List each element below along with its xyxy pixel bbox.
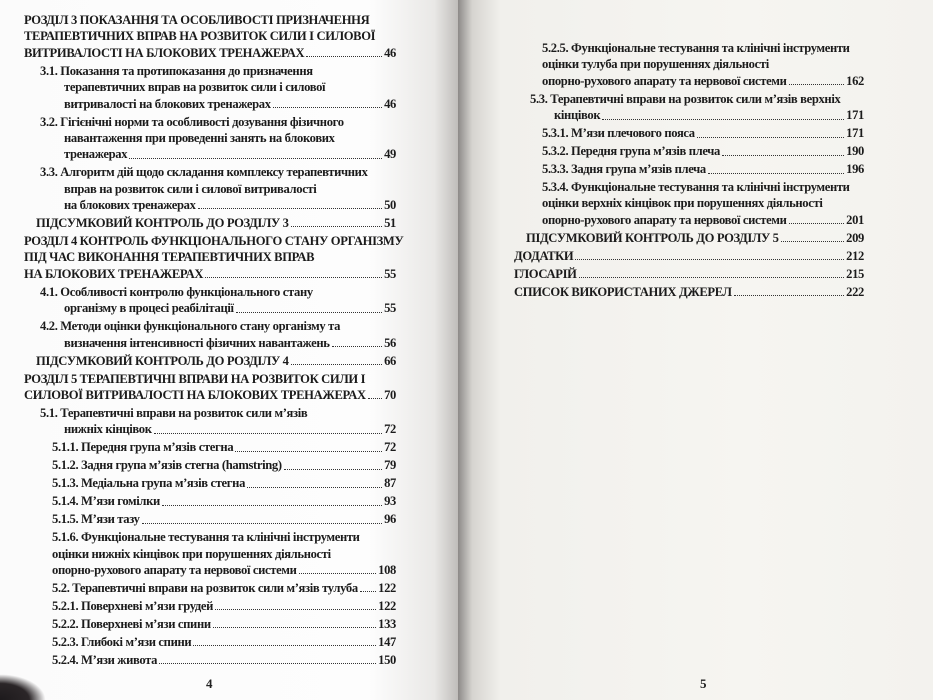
toc-page-number: 190 [846, 144, 864, 159]
dot-leader [291, 353, 382, 365]
toc-entry-line [24, 562, 396, 578]
toc-entry-line [24, 233, 404, 249]
toc-entry [514, 248, 864, 264]
toc-entry-title: 5.3. Терапевтичні вправи на розвиток сили м’язів верхніх [530, 91, 841, 106]
toc-page-number: 46 [384, 45, 396, 60]
toc-entry-title: витривалості на блокових тренажерах [64, 96, 271, 111]
toc-entry-title: 5.1. Терапевтичні вправи на розвиток сили м’язів [40, 405, 308, 420]
toc-entry-title: НА БЛОКОВИХ ТРЕНАЖЕРАХ [24, 266, 204, 281]
toc-entry-title: 5.3.3. Задня група м’язів плеча [542, 162, 706, 177]
toc-entry-line [514, 284, 864, 300]
toc-entry-line [24, 215, 396, 231]
toc-entry-line [24, 146, 396, 162]
toc-entry-line [514, 91, 864, 107]
toc-entry-title: ГЛОСАРІЙ [514, 266, 577, 281]
dot-leader [284, 457, 382, 469]
toc-entry [24, 114, 396, 163]
toc-entry-line [24, 405, 396, 421]
background-corner [0, 674, 46, 700]
toc-entry-line [24, 79, 396, 95]
toc-entry [514, 161, 864, 177]
toc-entry-title: оцінки нижніх кінцівок при порушеннях діяльності [52, 546, 331, 561]
toc-entry-line [24, 249, 396, 265]
toc-page-number: 122 [378, 598, 396, 613]
toc-entry [24, 318, 396, 351]
dot-leader [162, 493, 382, 505]
dot-leader [722, 143, 844, 155]
toc-entry-title: 5.3.1. М’язи плечового пояса [542, 126, 695, 141]
toc-entry-line [24, 318, 396, 334]
toc-entry-title: 5.1.6. Функціональне тестування та клінічні інструменти [52, 530, 360, 545]
toc-entry-line [24, 114, 396, 130]
toc-entry-line [24, 546, 396, 562]
toc-entry [24, 511, 396, 527]
toc-entry-line [24, 439, 396, 455]
toc-entry-title: 3.2. Гігієнічні норми та особливості дозування фізичного [40, 114, 344, 129]
toc-entry-line [24, 529, 396, 545]
toc-entry-line [24, 181, 396, 197]
toc-entry-line [514, 179, 864, 195]
toc-entry-line [514, 248, 864, 264]
toc-entry-title: оцінки тулуба при порушеннях діяльності [542, 57, 769, 72]
dot-leader [789, 73, 845, 85]
toc-entry-title: ВИТРИВАЛОСТІ НА БЛОКОВИХ ТРЕНАЖЕРАХ [24, 45, 305, 60]
dot-leader [360, 580, 376, 592]
toc-page-number: 147 [378, 634, 396, 649]
toc-entry-line [514, 266, 864, 282]
toc-entry-line [514, 143, 864, 159]
dot-leader [142, 511, 382, 523]
toc-entry-line [514, 195, 864, 211]
toc-entry-title: СПИСОК ВИКОРИСТАНИХ ДЖЕРЕЛ [514, 284, 732, 299]
toc-entry-title: навантаження при проведенні занять на блокових [64, 130, 335, 145]
toc-entry-line [24, 652, 396, 668]
toc-entry-title: РОЗДІЛ 3 ПОКАЗАННЯ ТА ОСОБЛИВОСТІ ПРИЗНАЧЕННЯ [24, 13, 370, 27]
toc-entry [514, 284, 864, 300]
toc-entry [24, 12, 396, 61]
toc-entry-title: опорно-рухового апарату та нервової системи [52, 563, 297, 577]
toc-entry-line [514, 230, 864, 246]
toc-entry-title: 5.1.1. Передня група м’язів стегна [52, 440, 234, 455]
toc-entry-title: 5.2.3. Глибокі м’язи спини [52, 634, 192, 649]
right-page [458, 0, 933, 700]
toc-page-number: 150 [378, 652, 396, 667]
table-of-contents-left [24, 12, 404, 670]
toc-page-number: 215 [846, 266, 864, 281]
toc-entry-line [514, 125, 864, 141]
toc-page-number: 51 [384, 216, 396, 231]
toc-entry-line [24, 284, 396, 300]
toc-entry-title: нижніх кінцівок [64, 422, 152, 437]
toc-entry [24, 475, 396, 491]
toc-page-number: 96 [384, 512, 396, 527]
toc-entry [514, 40, 864, 89]
toc-entry-title: 3.1. Показання та протипоказання до призначення [40, 63, 313, 78]
toc-entry-line [24, 475, 396, 491]
dot-leader [291, 215, 382, 227]
toc-entry-title: вправ на розвиток сили і силової витривалості [64, 181, 317, 196]
toc-entry [24, 493, 396, 509]
dot-leader [734, 284, 844, 296]
toc-entry [514, 230, 864, 246]
toc-entry-title: опорно-рухового апарату та нервової системи [542, 212, 787, 227]
toc-entry-line [24, 493, 396, 509]
toc-page-number: 55 [384, 301, 396, 316]
toc-page-number: 55 [384, 266, 396, 281]
toc-entry-line [24, 96, 396, 112]
dot-leader [708, 161, 844, 173]
toc-page-number: 46 [384, 96, 396, 111]
toc-entry-line [514, 73, 864, 89]
toc-page-number: 212 [846, 248, 864, 263]
toc-page-number: 66 [384, 353, 396, 368]
toc-page-number: 162 [846, 73, 864, 88]
dot-leader [154, 421, 382, 433]
toc-entry [24, 616, 396, 632]
toc-entry-title: ДОДАТКИ [514, 248, 574, 263]
dot-leader [575, 248, 844, 260]
toc-entry-line [514, 56, 864, 72]
toc-entry-title: опорно-рухового апарату та нервової системи [542, 73, 787, 88]
toc-entry-title: 5.2.1. Поверхневі м’язи грудей [52, 598, 214, 613]
dot-leader [205, 266, 382, 278]
toc-entry-title: 5.2.2. Поверхневі м’язи спини [52, 616, 211, 631]
toc-entry-title: РОЗДІЛ 5 ТЕРАПЕВТИЧНІ ВПРАВИ НА РОЗВИТОК СИЛИ І [24, 371, 366, 386]
toc-entry [24, 371, 396, 404]
toc-entry [514, 266, 864, 282]
toc-entry [24, 529, 396, 578]
toc-entry-title: терапевтичних вправ на розвиток сили і силової [64, 80, 326, 95]
toc-entry-line [514, 40, 864, 56]
toc-page-number: 201 [846, 212, 864, 227]
toc-entry [514, 91, 864, 124]
toc-entry-line [24, 421, 396, 437]
toc-entry-line [24, 511, 396, 527]
toc-entry [24, 284, 396, 317]
toc-page-number: 222 [846, 284, 864, 299]
toc-entry [24, 233, 404, 282]
dot-leader [306, 45, 382, 57]
toc-entry-title: СИЛОВОЇ ВИТРИВАЛОСТІ НА БЛОКОВИХ ТРЕНАЖЕРАХ [24, 387, 366, 402]
toc-entry-line [24, 164, 396, 180]
toc-entry [514, 143, 864, 159]
dot-leader [368, 387, 382, 399]
toc-page-number: 87 [384, 476, 396, 491]
dot-leader [273, 96, 382, 108]
toc-entry [24, 652, 396, 668]
toc-entry [24, 634, 396, 650]
toc-entry-title: ТЕРАПЕВТИЧНИХ ВПРАВ НА РОЗВИТОК СИЛИ І СИЛОВОЇ [24, 29, 376, 44]
toc-entry [24, 215, 396, 231]
toc-entry [24, 164, 396, 213]
toc-page-number: 49 [384, 147, 396, 162]
toc-entry-line [24, 197, 396, 213]
toc-entry-line [24, 457, 396, 473]
toc-entry-line [24, 300, 396, 316]
toc-entry [24, 598, 396, 614]
toc-entry-title: 5.1.3. Медіальна група м’язів стегна [52, 476, 246, 491]
toc-entry-title: 5.3.2. Передня група м’язів плеча [542, 144, 720, 159]
toc-page-number: 50 [384, 198, 396, 213]
toc-entry-title: 5.1.2. Задня група м’язів стегна (hamstring) [52, 458, 282, 473]
toc-entry-line [24, 353, 396, 369]
toc-entry-line [24, 371, 396, 387]
toc-entry-title: на блокових тренажерах [64, 198, 196, 213]
toc-entry-line [24, 266, 396, 282]
toc-entry [24, 439, 396, 455]
toc-page-number: 72 [384, 440, 396, 455]
dot-leader [213, 616, 376, 628]
dot-leader [781, 230, 845, 242]
toc-entry-title: ПІДСУМКОВИЙ КОНТРОЛЬ ДО РОЗДІЛУ 5 [526, 230, 779, 245]
toc-entry-title: 4.1. Особливості контролю функціонального стану [40, 284, 313, 299]
toc-entry-line [24, 634, 396, 650]
toc-entry-title: ПІД ЧАС ВИКОНАННЯ ТЕРАПЕВТИЧНИХ ВПРАВ [24, 250, 315, 265]
toc-entry-line [24, 63, 396, 79]
toc-entry-title: РОЗДІЛ 4 КОНТРОЛЬ ФУНКЦІОНАЛЬНОГО СТАНУ ОРГАНІЗМУ [24, 234, 404, 249]
toc-entry-title: 5.1.4. М’язи гомілки [52, 494, 160, 509]
toc-page-number: 196 [846, 162, 864, 177]
toc-entry-title: 4.2. Методи оцінки функціонального стану організму та [40, 319, 341, 334]
toc-entry-line [24, 580, 396, 596]
toc-entry [24, 63, 396, 112]
toc-entry-title: оцінки верхніх кінцівок при порушеннях діяльності [542, 196, 823, 211]
toc-entry-title: 5.1.5. М’язи тазу [52, 512, 140, 527]
toc-entry-title: ПІДСУМКОВИЙ КОНТРОЛЬ ДО РОЗДІЛУ 4 [36, 353, 289, 368]
toc-entry [24, 405, 396, 438]
dot-leader [198, 197, 383, 209]
dot-leader [215, 598, 376, 610]
left-page [0, 0, 462, 700]
toc-page-number: 79 [384, 458, 396, 473]
dot-leader [247, 475, 382, 487]
toc-page-number: 72 [384, 422, 396, 437]
toc-entry-line [24, 45, 396, 61]
dot-leader [697, 125, 844, 137]
toc-entry-title: 5.2.5. Функціональне тестування та клінічні інструменти [542, 41, 850, 55]
page-number: 5 [700, 676, 707, 691]
toc-page-number: 171 [846, 108, 864, 123]
dot-leader [579, 266, 845, 278]
dot-leader [159, 652, 376, 664]
toc-entry-title: визначення інтенсивності фізичних навантажень [64, 335, 330, 350]
toc-entry [514, 179, 864, 228]
toc-entry-line [514, 212, 864, 228]
toc-entry-line [24, 12, 396, 28]
toc-entry-title: 3.3. Алгоритм дій щодо складання комплексу терапевтичних [40, 165, 368, 180]
toc-page-number: 108 [378, 563, 396, 577]
dot-leader [332, 335, 382, 347]
dot-leader [789, 212, 845, 224]
dot-leader [602, 107, 844, 119]
toc-entry-title: організму в процесі реабілітації [64, 301, 234, 316]
toc-entry [24, 353, 396, 369]
dot-leader [129, 146, 382, 158]
toc-entry-line [24, 335, 396, 351]
toc-entry [24, 580, 396, 596]
table-of-contents-right [514, 40, 864, 302]
dot-leader [235, 439, 382, 451]
toc-page-number: 70 [384, 387, 396, 402]
toc-page-number: 171 [846, 126, 864, 141]
toc-page-number: 122 [378, 580, 396, 595]
dot-leader [299, 562, 377, 574]
toc-page-number: 56 [384, 335, 396, 350]
toc-page-number: 93 [384, 494, 396, 509]
dot-leader [236, 300, 382, 312]
toc-entry-title: 5.2.4. М’язи живота [52, 652, 158, 667]
toc-entry-line [24, 387, 396, 403]
toc-entry-title: 5.2. Терапевтичні вправи на розвиток сили м’язів тулуба [52, 580, 358, 595]
toc-entry-line [24, 130, 396, 146]
page-number: 4 [206, 676, 213, 691]
toc-entry-line [514, 107, 864, 123]
toc-entry-line [24, 598, 396, 614]
toc-entry [514, 125, 864, 141]
toc-entry-line [24, 616, 396, 632]
toc-entry-title: тренажерах [64, 147, 128, 162]
toc-entry-title: кінцівок [554, 108, 601, 123]
toc-entry-line [24, 28, 396, 44]
dot-leader [193, 634, 376, 646]
toc-entry-title: 5.3.4. Функціональне тестування та клінічні інструменти [542, 180, 850, 195]
toc-entry-title: ПІДСУМКОВИЙ КОНТРОЛЬ ДО РОЗДІЛУ 3 [36, 216, 289, 231]
toc-page-number: 133 [378, 616, 396, 631]
toc-entry [24, 457, 396, 473]
toc-page-number: 209 [846, 230, 864, 245]
toc-entry-line [514, 161, 864, 177]
